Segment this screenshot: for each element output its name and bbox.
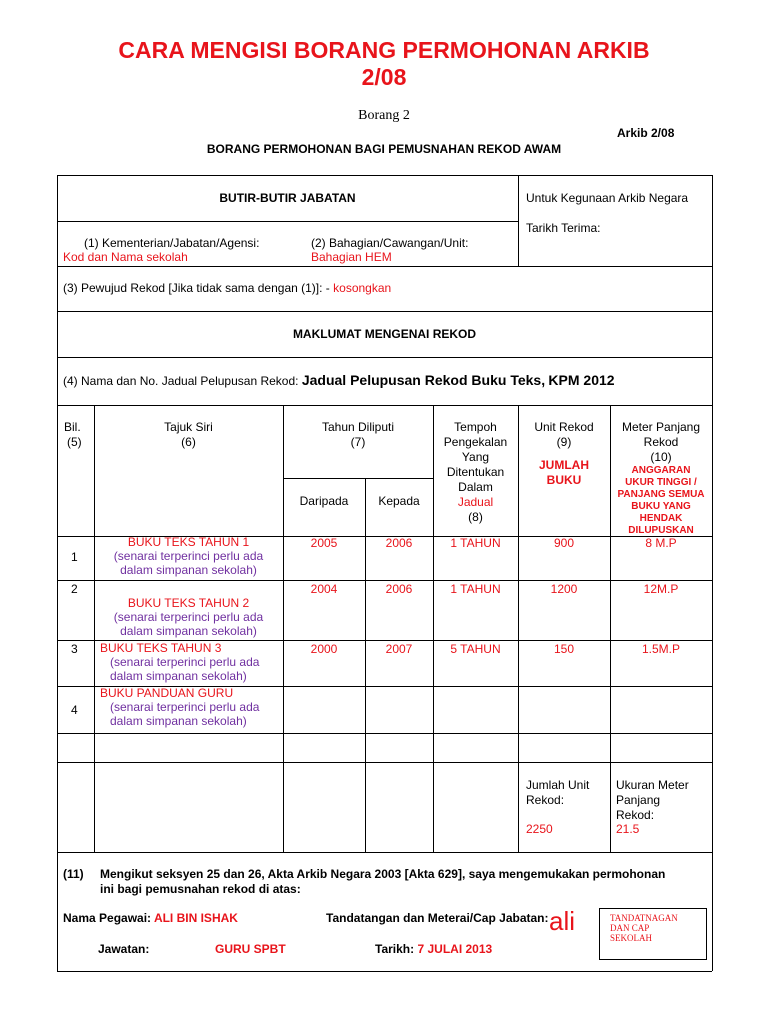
borang-label: Borang 2 bbox=[358, 108, 410, 123]
col-tajuk: Tajuk Siri bbox=[164, 420, 213, 434]
col-daripada: Daripada bbox=[299, 494, 349, 508]
col-bil-no: (5) bbox=[67, 435, 82, 449]
field4-value: Jadual Pelupusan Rekod Buku Teks, bbox=[301, 372, 546, 388]
form-subtitle: BORANG PERMOHONAN BAGI PEMUSNAHAN REKOD AWAM bbox=[206, 142, 562, 156]
col-unit: Unit Rekod (9) JUMLAH BUKU bbox=[534, 420, 594, 487]
jumlah-unit-value: 2250 bbox=[526, 822, 553, 836]
butir-header: BUTIR-BUTIR JABATAN bbox=[219, 191, 356, 205]
tarikh-row: Tarikh: 7 JULAI 2013 bbox=[375, 942, 493, 956]
field2-label: (2) Bahagian/Cawangan/Unit: bbox=[311, 236, 469, 250]
field4-label: (4) Nama dan No. Jadual Pelupusan Rekod: bbox=[63, 374, 299, 388]
field1-value: Kod dan Nama sekolah bbox=[63, 250, 188, 264]
page-title-number: 2/08 bbox=[361, 64, 407, 90]
jawatan-value: GURU SPBT bbox=[215, 942, 286, 956]
col-tahun-no: (7) bbox=[350, 435, 366, 449]
field1-label: (1) Kementerian/Jabatan/Agensi: bbox=[84, 236, 260, 250]
col-meter: Meter Panjang Rekod (10) ANGGARAN UKUR TINGGI / PANJANG SEMUA BUKU YANG HENDAK DILUPUSKAN bbox=[617, 420, 705, 536]
jumlah-unit-label: Jumlah Unit Rekod: bbox=[526, 778, 590, 807]
tarikh-terima-label: Tarikh Terima: bbox=[526, 221, 601, 235]
declaration-number: (11) bbox=[63, 867, 84, 881]
field3-row bbox=[63, 281, 391, 296]
declaration-text: Mengikut seksyen 25 dan 26, Akta Arkib Negara 2003 [Akta 629], saya mengemukakan permohonan ini bagi pemusnahan rekod di atas: bbox=[100, 867, 666, 896]
field3-label: (3) Pewujud Rekod [Jika tidak sama dengan (1)]: - bbox=[63, 281, 330, 295]
col-tahun: Tahun Diliputi bbox=[321, 420, 395, 434]
col-tajuk-no: (6) bbox=[181, 435, 196, 449]
ukuran-meter-label: Ukuran Meter Panjang Rekod: bbox=[616, 778, 689, 822]
stamp-box: TANDATNAGAN DAN CAP SEKOLAH bbox=[599, 908, 707, 960]
field4-row bbox=[63, 373, 615, 389]
maklumat-header: MAKLUMAT MENGENAI REKOD bbox=[292, 327, 477, 341]
tandatangan-label: Tandatangan dan Meterai/Cap Jabatan: bbox=[326, 911, 549, 925]
kegunaan-label: Untuk Kegunaan Arkib Negara bbox=[526, 191, 689, 205]
jawatan-label: Jawatan: bbox=[98, 942, 150, 956]
page-title: CARA MENGISI BORANG PERMOHONAN ARKIB bbox=[118, 37, 650, 63]
nama-pegawai-row: Nama Pegawai: ALI BIN ISHAK bbox=[63, 911, 238, 925]
field3-value: kosongkan bbox=[333, 281, 392, 295]
col-kepada: Kepada bbox=[378, 494, 420, 508]
ukuran-meter-value: 21.5 bbox=[616, 822, 640, 836]
col-bil: Bil. bbox=[64, 420, 81, 434]
arkib-code: Arkib 2/08 bbox=[617, 126, 675, 140]
field2-value: Bahagian HEM bbox=[311, 250, 392, 264]
signature: ali bbox=[549, 906, 576, 936]
col-tempoh: Tempoh Pengekalan Yang Ditentukan Dalam Jadual (8) bbox=[443, 420, 508, 524]
field4-value-year: KPM 2012 bbox=[548, 372, 615, 388]
